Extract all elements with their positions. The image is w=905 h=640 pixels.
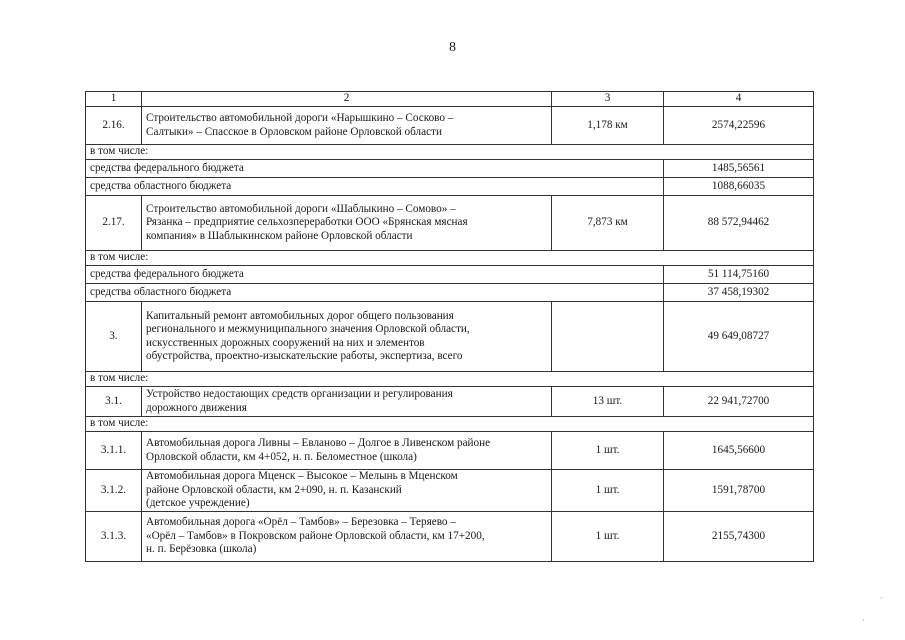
- item-quantity: 1,178 км: [552, 107, 664, 145]
- description-line: Автомобильная дорога Ливны – Евланово – Долгое в Ливенском районе: [146, 437, 491, 449]
- including-note: в том числе:: [86, 417, 814, 432]
- budget-table-body: [86, 92, 814, 562]
- item-quantity: 1 шт.: [552, 432, 664, 470]
- item-description: [142, 512, 552, 562]
- including-note-row: [86, 145, 814, 160]
- description-line: «Орёл – Тамбов» в Покровском районе Орловской области, км 17+200,: [146, 529, 485, 542]
- column-number: 1: [86, 92, 142, 107]
- table-row: [86, 302, 814, 372]
- table-row: [86, 107, 814, 145]
- description-line: (детское учреждение): [146, 497, 250, 510]
- item-amount: 1591,78700: [664, 470, 814, 512]
- column-number: 4: [664, 92, 814, 107]
- item-amount: 22 941,72700: [664, 387, 814, 417]
- including-note-row: [86, 251, 814, 266]
- item-number: 3.1.2.: [86, 470, 142, 512]
- description-line: обустройства, проектно-изыскательские работы, экспертиза, всего: [146, 350, 463, 362]
- including-note-row: [86, 417, 814, 432]
- including-note: в том числе:: [86, 251, 814, 266]
- item-number: 3.1.1.: [86, 432, 142, 470]
- table-row: [86, 387, 814, 417]
- description-line: компания» в Шаблыкинском районе Орловской области: [146, 229, 413, 242]
- including-note-row: [86, 372, 814, 387]
- item-quantity: 1 шт.: [552, 470, 664, 512]
- description-line: Рязанка – предприятие сельхозпереработки ООО «Брянская мясная: [146, 216, 468, 229]
- item-number: 2.16.: [86, 107, 142, 145]
- item-quantity: 1 шт.: [552, 512, 664, 562]
- description-line: н. п. Берёзовка (школа): [146, 543, 257, 556]
- table-row: [86, 432, 814, 470]
- description-line: Капитальный ремонт автомобильных дорог общего пользования: [146, 309, 454, 322]
- description-line: Автомобильная дорога «Орёл – Тамбов» – Березовка – Теряево –: [146, 516, 456, 529]
- item-description: [142, 107, 552, 145]
- funding-source-row: [86, 178, 814, 196]
- budget-table: [85, 91, 814, 562]
- description-line: Строительство автомобильной дороги «Нарышкино – Сосково –: [146, 112, 454, 124]
- funding-source-row: [86, 160, 814, 178]
- item-amount: 1645,56600: [664, 432, 814, 470]
- including-note: в том числе:: [86, 145, 814, 160]
- page-number: 8: [449, 40, 456, 55]
- item-description: [142, 432, 552, 470]
- including-note: в том числе:: [86, 372, 814, 387]
- item-description: [142, 196, 552, 251]
- item-description: [142, 302, 552, 372]
- column-number: 2: [142, 92, 552, 107]
- funding-source-amount: 1485,56561: [664, 160, 814, 178]
- item-number: 3.: [86, 302, 142, 372]
- item-number: 2.17.: [86, 196, 142, 251]
- funding-source-label: средства областного бюджета: [86, 178, 664, 196]
- table-row: [86, 470, 814, 512]
- item-quantity: 13 шт.: [552, 387, 664, 417]
- table-row: [86, 512, 814, 562]
- item-quantity: [552, 302, 664, 372]
- item-amount: 2574,22596: [664, 107, 814, 145]
- item-amount: 49 649,08727: [664, 302, 814, 372]
- item-description: [142, 387, 552, 417]
- description-line: Орловской области, км 4+052, н. п. Беломестное (школа): [146, 450, 417, 463]
- scan-mark: ´: [880, 596, 883, 605]
- funding-source-amount: 37 458,19302: [664, 284, 814, 302]
- description-line: искусственных дорожных сооружений на них и элементов: [146, 336, 425, 349]
- funding-source-row: [86, 266, 814, 284]
- description-line: Салтыки» – Спасское в Орловском районе Орловской области: [146, 125, 442, 138]
- item-quantity: 7,873 км: [552, 196, 664, 251]
- item-number: 3.1.3.: [86, 512, 142, 562]
- description-line: Строительство автомобильной дороги «Шаблыкино – Сомово» –: [146, 202, 456, 215]
- item-amount: 2155,74300: [664, 512, 814, 562]
- table-row: [86, 196, 814, 251]
- description-line: районе Орловской области, км 2+090, н. п. Казанский: [146, 483, 402, 496]
- column-number-row: [86, 92, 814, 107]
- description-line: дорожного движения: [146, 401, 247, 414]
- description-line: регионального и межмуниципального значения Орловской области,: [146, 323, 470, 335]
- item-number: 3.1.: [86, 387, 142, 417]
- scan-mark: ·: [862, 616, 865, 625]
- description-line: Автомобильная дорога Мценск – Высокое – Мелынь в Мценском: [146, 470, 458, 483]
- funding-source-amount: 51 114,75160: [664, 266, 814, 284]
- item-description: [142, 470, 552, 512]
- item-amount: 88 572,94462: [664, 196, 814, 251]
- funding-source-amount: 1088,66035: [664, 178, 814, 196]
- funding-source-label: средства областного бюджета: [86, 284, 664, 302]
- funding-source-label: средства федерального бюджета: [86, 266, 664, 284]
- column-number: 3: [552, 92, 664, 107]
- description-line: Устройство недостающих средств организации и регулирования: [146, 388, 453, 400]
- funding-source-row: [86, 284, 814, 302]
- funding-source-label: средства федерального бюджета: [86, 160, 664, 178]
